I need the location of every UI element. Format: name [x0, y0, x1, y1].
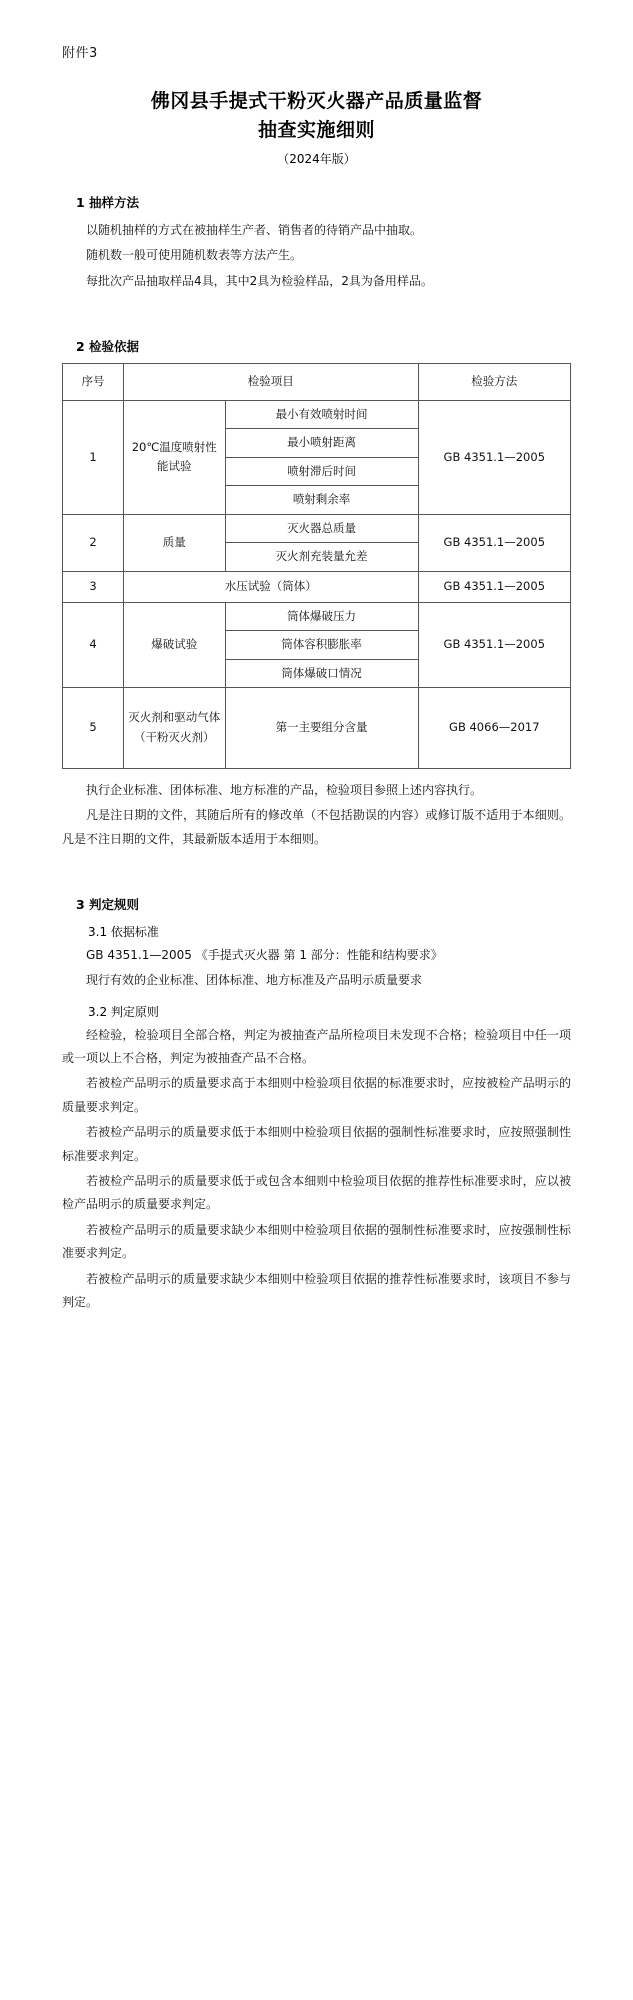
page-title-line2: 抽查实施细则 — [257, 118, 375, 141]
section-1-paragraph: 每批次产品抽取样品4具，其中2具为检验样品，2具为备用样品。 — [86, 273, 433, 288]
column-header-item: 检验项目 — [123, 364, 418, 401]
cell-details — [225, 514, 418, 571]
cell-item: 爆破试验 — [123, 602, 225, 688]
table-row — [63, 400, 571, 514]
cell-method: GB 4351.1—2005 — [418, 400, 570, 514]
page-title — [62, 87, 571, 144]
section-2-note: 执行企业标准、团体标准、地方标准的产品，检验项目参照上述内容执行。 — [86, 782, 483, 797]
section-3-2-paragraph: 若被检产品明示的质量要求高于本细则中检验项目依据的标准要求时，应按被检产品明示的质量要求判定。 — [62, 1076, 571, 1114]
detail-item: 第一主要组分含量 — [275, 720, 368, 735]
cell-details — [225, 688, 418, 769]
cell-details — [225, 602, 418, 688]
column-header-no — [63, 364, 124, 401]
section-3-heading: 3 判定规则 — [76, 896, 140, 912]
cell-item: 灭火剂和驱动气体（干粉灭火剂） — [123, 688, 225, 769]
section-3-1-paragraph: GB 4351.1—2005 《手提式灭火器 第 1 部分：性能和结构要求》 — [86, 947, 443, 962]
cell-item: 水压试验（筒体） — [123, 572, 418, 603]
section-3-2-paragraph: 若被检产品明示的质量要求低于本细则中检验项目依据的强制性标准要求时，应按照强制性标准要求判定。 — [62, 1125, 571, 1163]
table-row — [63, 514, 571, 571]
column-header-no-label: 序号 — [81, 374, 105, 389]
cell-no: 1 — [63, 400, 124, 514]
cell-method: GB 4351.1—2005 — [418, 602, 570, 688]
page-subtitle: （2024年版） — [277, 152, 356, 166]
column-header-method: 检验方法 — [418, 364, 570, 401]
detail-item: 灭火剂充装量允差 — [275, 549, 368, 564]
detail-item: 筒体爆破压力 — [226, 603, 418, 632]
table-header-row — [63, 364, 571, 401]
detail-item: 最小喷射距离 — [226, 429, 418, 458]
section-3-1-paragraph: 现行有效的企业标准、团体标准、地方标准及产品明示质量要求 — [86, 973, 423, 988]
cell-no: 4 — [63, 602, 124, 688]
table-row — [63, 688, 571, 769]
section-1-paragraph: 以随机抽样的方式在被抽样生产者、销售者的待销产品中抽取。 — [86, 223, 423, 237]
detail-item: 喷射滞后时间 — [226, 458, 418, 487]
section-3-2-paragraph: 经检验，检验项目全部合格，判定为被抽查产品所检项目未发现不合格；检验项目中任一项或一项以上不合格，判定为被抽查产品不合格。 — [62, 1027, 571, 1066]
cell-item: 20℃温度喷射性能试验 — [123, 400, 225, 514]
detail-item: 筒体容积膨胀率 — [226, 631, 418, 660]
cell-method: GB 4066—2017 — [418, 688, 570, 769]
section-3-2-paragraph: 若被检产品明示的质量要求低于或包含本细则中检验项目依据的推荐性标准要求时，应以被检产品明示的质量要求判定。 — [62, 1174, 571, 1212]
detail-item: 筒体爆破口情况 — [281, 665, 362, 680]
detail-item: 最小有效喷射时间 — [226, 401, 418, 430]
section-3-2-paragraph: 若被检产品明示的质量要求缺少本细则中检验项目依据的强制性标准要求时，应按强制性标准要求判定。 — [62, 1222, 571, 1261]
table-row — [63, 602, 571, 688]
cell-method: GB 4351.1—2005 — [418, 572, 570, 603]
cell-item: 质量 — [123, 514, 225, 571]
section-1-paragraph: 随机数一般可使用随机数表等方法产生。 — [86, 248, 303, 263]
detail-item: 喷射剩余率 — [292, 492, 351, 507]
inspection-basis-table — [62, 363, 571, 769]
cell-no: 2 — [63, 514, 124, 571]
cell-details — [225, 400, 418, 514]
cell-no: 5 — [63, 688, 124, 769]
section-2-note: 凡是注日期的文件，其随后所有的修改单（不包括勘误的内容）或修订版不适用于本细则。凡是不注日期的文件，其最新版本适用于本细则。 — [62, 808, 571, 846]
section-3-2-heading: 3.2 判定原则 — [88, 1004, 159, 1019]
cell-no: 3 — [63, 572, 124, 603]
attachment-label: 附件3 — [62, 46, 98, 61]
page-title-line1: 佛冈县手提式干粉灭火器产品质量监督 — [150, 90, 483, 112]
section-1-heading: 1 抽样方法 — [76, 195, 140, 210]
cell-method: GB 4351.1—2005 — [418, 514, 570, 571]
section-2-heading: 2 检验依据 — [76, 339, 140, 355]
section-3-1-heading: 3.1 依据标准 — [88, 924, 159, 939]
section-3-2-paragraph: 若被检产品明示的质量要求缺少本细则中检验项目依据的推荐性标准要求时，该项目不参与判定。 — [62, 1271, 571, 1309]
table-row — [63, 572, 571, 603]
detail-item: 灭火器总质量 — [226, 515, 418, 544]
